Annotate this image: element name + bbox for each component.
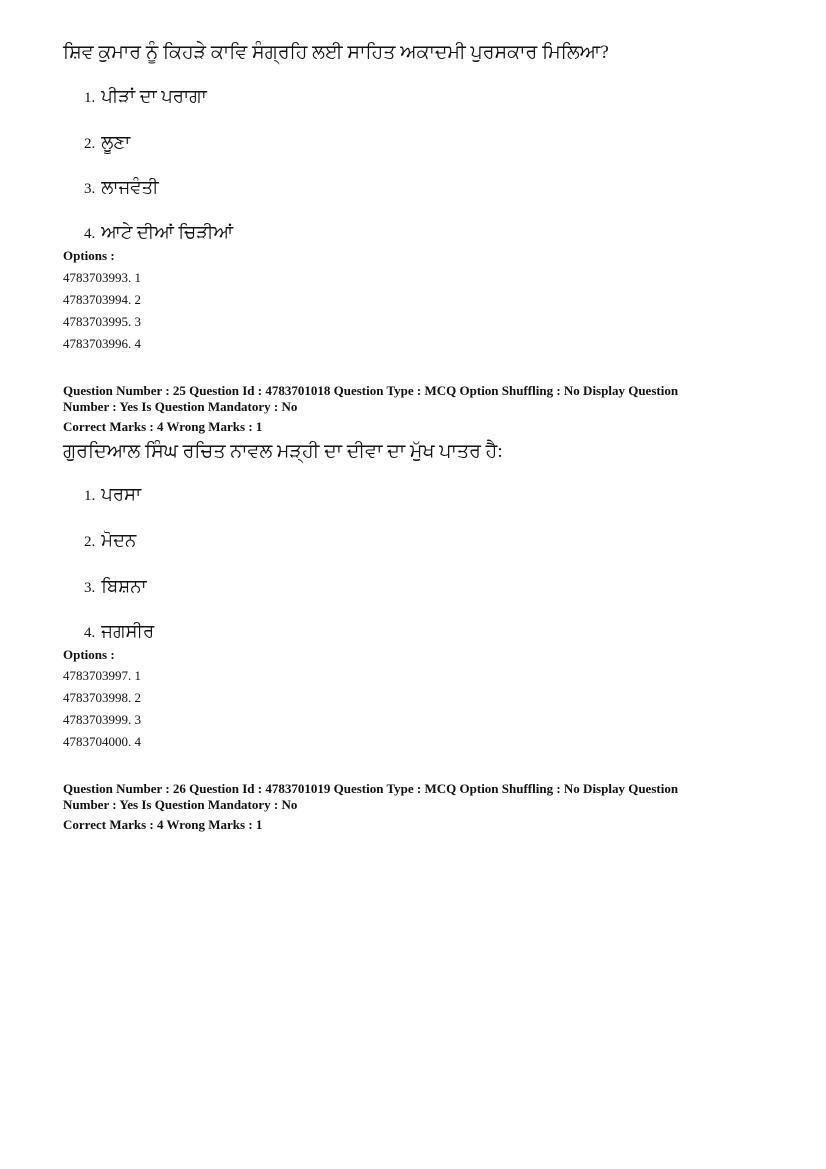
choice-number: 4. (84, 226, 96, 242)
choice-number: 1. (84, 488, 96, 504)
q25-choice-3 (84, 576, 147, 597)
q24-choice-3 (84, 177, 159, 198)
choice-number: 4. (84, 625, 96, 641)
choice-text: ਪਰਸਾ (101, 484, 142, 504)
q25-meta (63, 383, 763, 435)
q24-option-id-3: 4783703995. 3 (63, 314, 141, 329)
q25-choice-4 (84, 621, 154, 642)
choice-text: ਪੀੜਾਂ ਦਾ ਪਰਾਗਾ (101, 86, 207, 106)
q24-choice-2 (84, 132, 130, 153)
choice-text: ਜਗਸੀਰ (101, 621, 155, 641)
question-25-text: ਗੁਰਦਿਆਲ ਸਿੰਘ ਰਚਿਤ ਨਾਵਲ ਮੜ੍ਹੀ ਦਾ ਦੀਵਾ ਦਾ ਮੁੱਖ ਪਾਤਰ ਹੈ: (63, 441, 503, 462)
choice-number: 3. (84, 580, 96, 596)
choice-number: 2. (84, 534, 96, 550)
choice-text: ਬਿਸ਼ਨਾ (101, 576, 147, 596)
q25-option-id-2: 4783703998. 2 (63, 690, 141, 705)
q24-option-id-2: 4783703994. 2 (63, 292, 141, 307)
question-24-text: ਸ਼ਿਵ ਕੁਮਾਰ ਨੂੰ ਕਿਹੜੇ ਕਾਵਿ ਸੰਗ੍ਰਹਿ ਲਈ ਸਾਹਿਤ ਅਕਾਦਮੀ ਪੁਰਸਕਾਰ ਮਿਲਿਆ? (63, 42, 609, 63)
q24-options-label: Options : (63, 248, 115, 263)
choice-text: ਲੂਣਾ (101, 132, 131, 152)
q25-option-id-3: 4783703999. 3 (63, 712, 141, 727)
q25-choice-2 (84, 530, 136, 551)
q24-option-id-1: 4783703993. 1 (63, 270, 141, 285)
q26-marks: Correct Marks : 4 Wrong Marks : 1 (63, 817, 263, 832)
q25-marks: Correct Marks : 4 Wrong Marks : 1 (63, 419, 263, 434)
q25-choice-1 (84, 484, 141, 505)
choice-number: 1. (84, 90, 96, 106)
choice-text: ਮੋਦਨ (101, 530, 137, 550)
q25-meta-line-2: Number : Yes Is Question Mandatory : No (63, 399, 298, 414)
q25-options-label: Options : (63, 647, 115, 662)
q25-meta-line-1: Question Number : 25 Question Id : 4783701018 Question Type : MCQ Option Shuffling : No Display Question (63, 383, 679, 398)
choice-text: ਲਾਜਵੰਤੀ (101, 177, 159, 197)
q25-option-id-1: 4783703997. 1 (63, 668, 141, 683)
choice-text: ਆਟੇ ਦੀਆਂ ਚਿੜੀਆਂ (101, 222, 234, 242)
q26-meta-line-2: Number : Yes Is Question Mandatory : No (63, 797, 298, 812)
q25-option-id-4: 4783704000. 4 (63, 734, 141, 749)
q26-meta (63, 781, 763, 833)
q24-choice-4 (84, 222, 233, 243)
q26-meta-line-1: Question Number : 26 Question Id : 4783701019 Question Type : MCQ Option Shuffling : No Display Question (63, 781, 679, 796)
q24-option-id-4: 4783703996. 4 (63, 336, 141, 351)
choice-number: 3. (84, 181, 96, 197)
choice-number: 2. (84, 136, 96, 152)
q24-choice-1 (84, 86, 207, 107)
